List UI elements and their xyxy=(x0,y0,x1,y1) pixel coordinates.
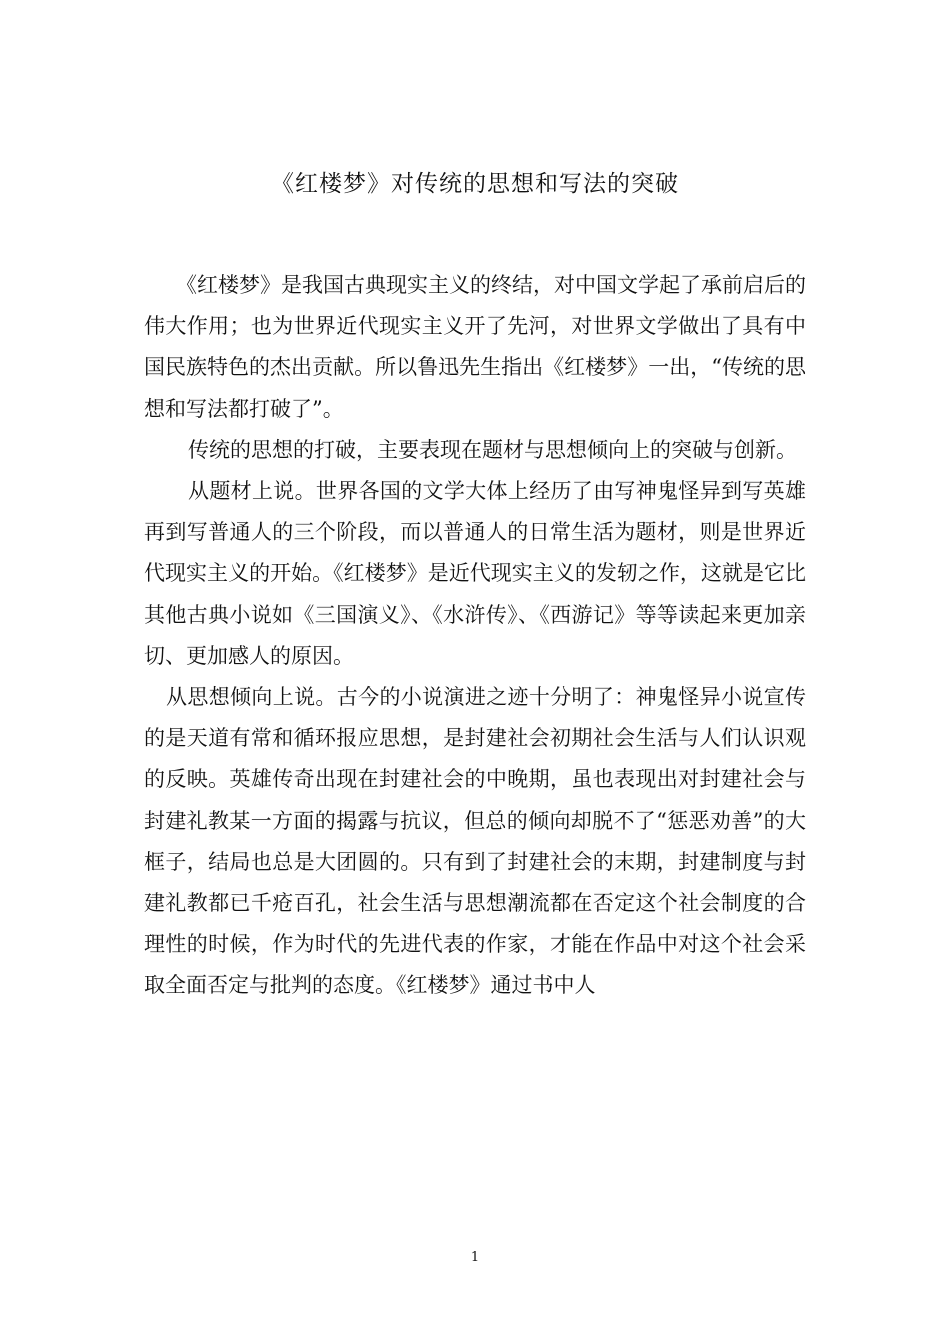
paragraph-1: 《红楼梦》是我国古典现实主义的终结，对中国文学起了承前启后的伟大作用；也为世界近代现实主义开了先河，对世界文学做出了具有中国民族特色的杰出贡献。所以鲁迅先生指出《红楼梦》一出，“传统的思想和写法都打破了”。 xyxy=(144,273,806,421)
document-title: 《红楼梦》对传统的思想和写法的突破 xyxy=(271,171,679,197)
page-number: 1 xyxy=(470,1250,480,1265)
document-body xyxy=(144,265,806,1007)
paragraph-4: 从思想倾向上说。古今的小说演进之迹十分明了：神鬼怪异小说宣传的是天道有常和循环报应思想，是封建社会初期社会生活与人们认识观的反映。英雄传奇出现在封建社会的中晚期，虽也表现出对封建社会与封建礼教某一方面的揭露与抗议，但总的倾向却脱不了“惩恶劝善”的大框子，结局也总是大团圆的。只有到了封建社会的末期，封建制度与封建礼教都已千疮百孔，社会生活与思想潮流都在否定这个社会制度的合理性的时候，作为时代的先进代表的作家，才能在作品中对这个社会采取全面否定与批判的态度。《红楼梦》通过书中人 xyxy=(144,685,806,998)
paragraph-3: 从题材上说。世界各国的文学大体上经历了由写神鬼怪异到写英雄再到写普通人的三个阶段，而以普通人的日常生活为题材，则是世界近代现实主义的开始。《红楼梦》是近代现实主义的发轫之作，这就是它比其他古典小说如《三国演义》、《水浒传》、《西游记》等等读起来更加亲切、更加感人的原因。 xyxy=(144,479,806,668)
paragraph-2: 传统的思想的打破，主要表现在题材与思想倾向上的突破与创新。 xyxy=(188,437,797,462)
